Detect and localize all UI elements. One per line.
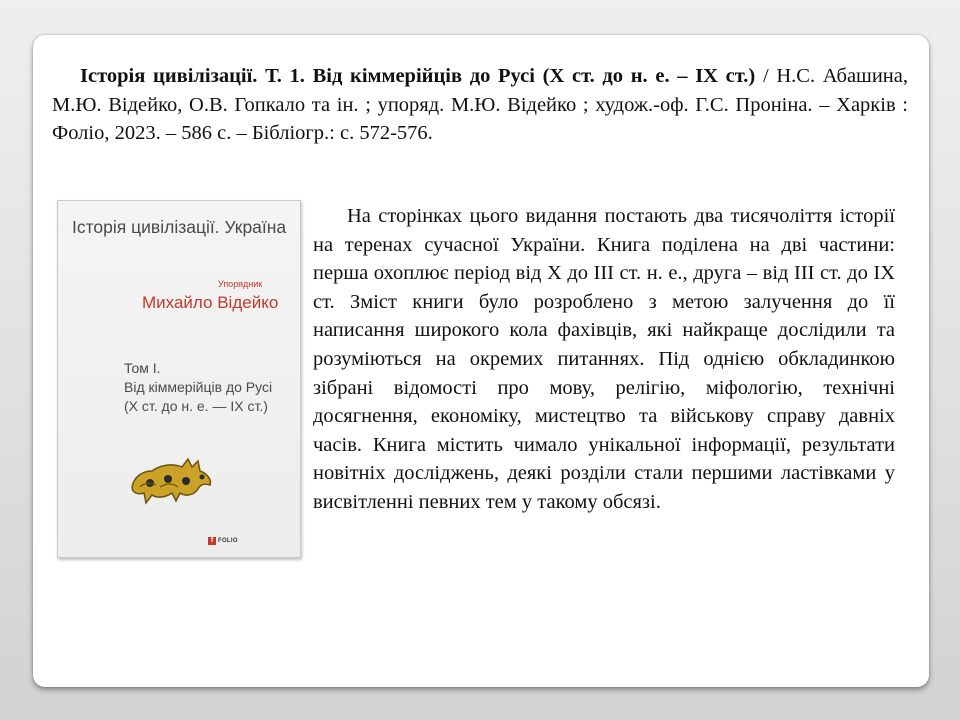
cover-series-title: Історія цивілізації. Україна: [72, 217, 287, 237]
publisher-mark: f: [208, 537, 216, 545]
cover-publisher-logo: [208, 537, 238, 545]
golden-beast-emblem-icon: [126, 451, 216, 505]
cover-volume-title: [124, 359, 294, 416]
cover-volume-line: Том I.: [124, 360, 161, 376]
cover-editor-label: Упорядник: [218, 279, 263, 289]
cover-volume-line: Від кіммерійців до Русі: [124, 379, 273, 395]
bibliographic-citation: [52, 62, 908, 148]
citation-title: Історія цивілізації. Т. 1. Від кіммерійців до Русі (X ст. до н. е. – IX ст.): [80, 65, 756, 87]
publisher-name: FOLIO: [218, 538, 238, 544]
book-cover: [57, 200, 301, 558]
cover-editor-name: Михайло Відейко: [142, 293, 279, 312]
cover-volume-line: (X ст. до н. е. — IX ст.): [124, 398, 268, 414]
citation-details: / Н.С. Абашина, М.Ю. Відейко, О.В. Гопкало та ін. ; упоряд. М.Ю. Відейко ; худож.-оф. Г.С. Проніна. – Харків : Фоліо, 2023. – 586 с. – Бібліогр.: с. 572-576.: [52, 65, 908, 144]
book-description: На сторінках цього видання постають два тисячоліття історії на теренах сучасної України. Книга поділена на дві частини: перша охоплює період від X до III ст. н. е., друга – від III ст. до IX ст. Зміст книги було розроблено з метою залучення до її написання широкого кола фахівців, які найкраще дослідили та розуміються на окремих питаннях. Під однією обкладинкою зібрані відомості про мову, релігію, міфологію, технічні досягнення, економіку, мистецтво та військову справу давніх часів. Книга містить чимало унікальної інформації, результати новітніх досліджень, деякі розділи стали першими ластівками у висвітленні певних тем у такому обсязі.: [313, 205, 895, 513]
